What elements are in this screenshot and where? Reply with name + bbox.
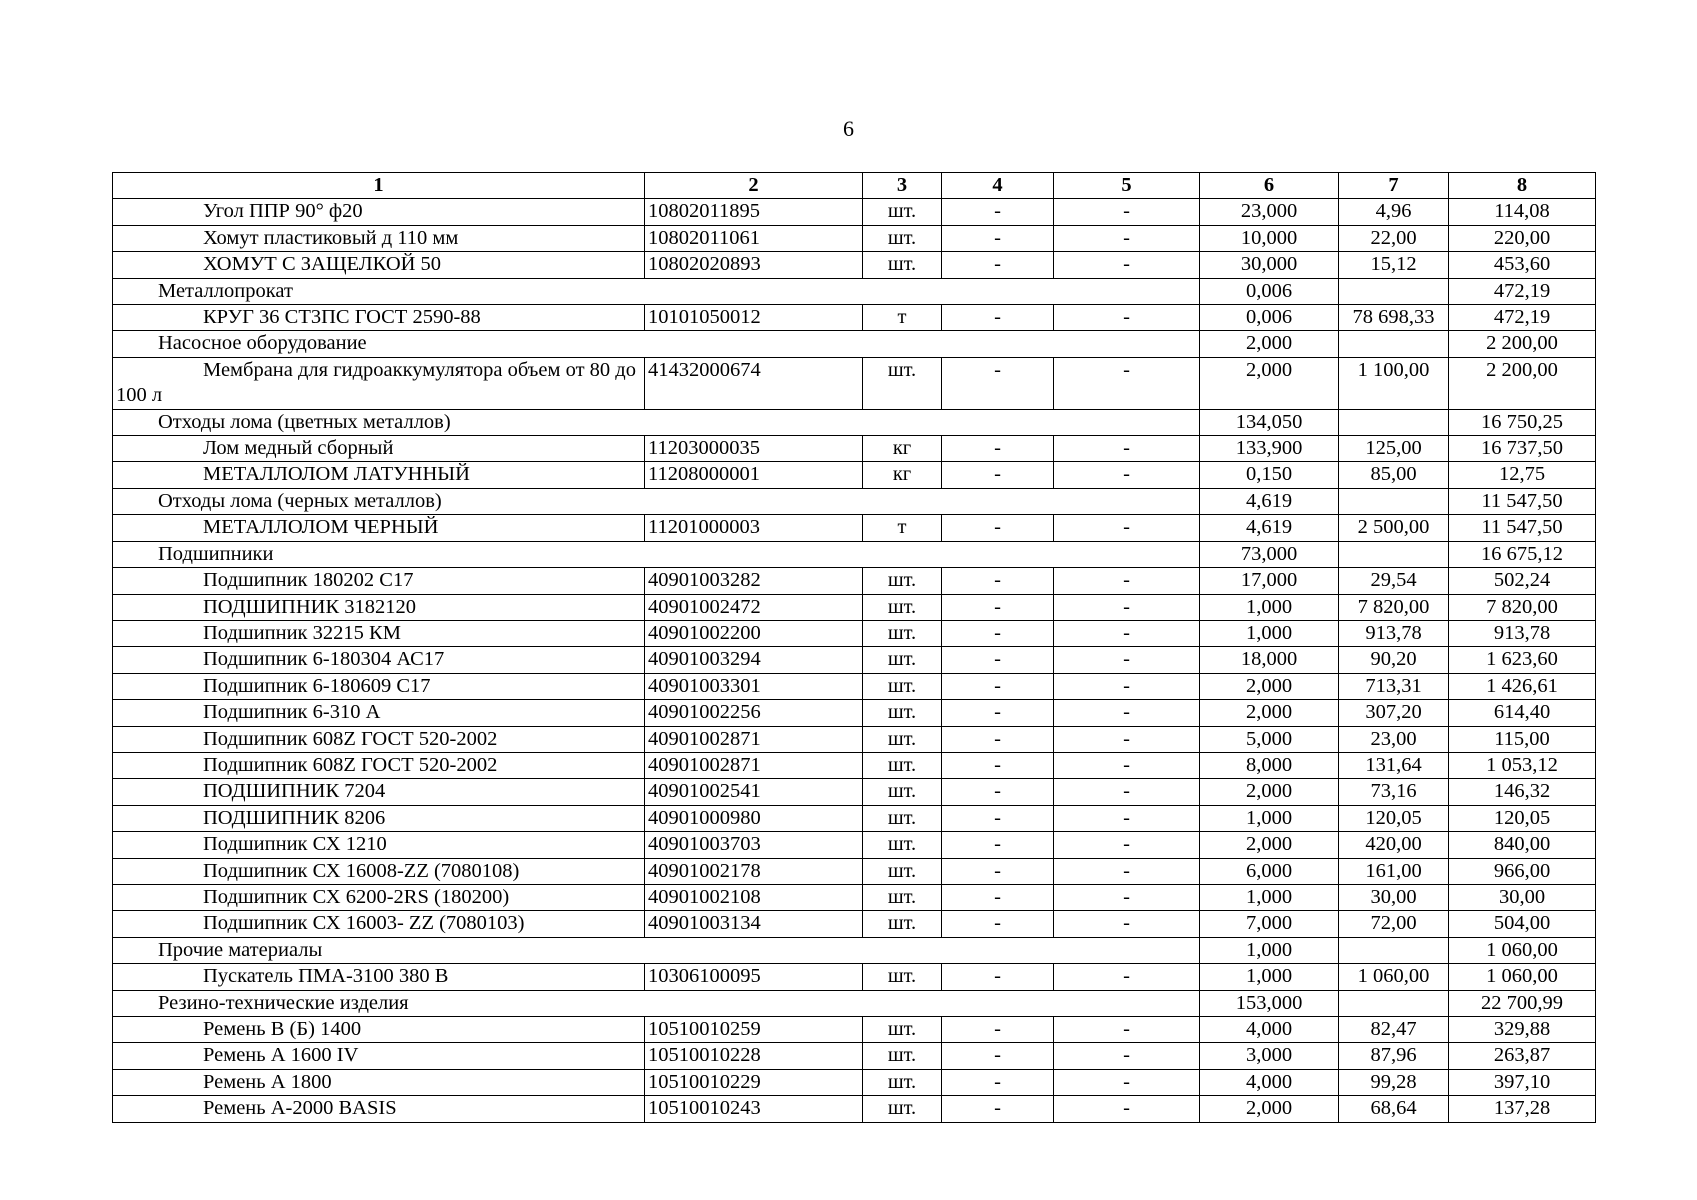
item-unit: шт. xyxy=(863,1096,942,1122)
item-name: Подшипник 608Z ГОСТ 520-2002 xyxy=(113,752,645,778)
header-row xyxy=(113,173,1596,199)
item-col5: - xyxy=(1054,700,1200,726)
item-col4: - xyxy=(942,1069,1054,1095)
item-quantity: 0,006 xyxy=(1200,305,1339,331)
group-quantity: 2,000 xyxy=(1200,331,1339,357)
item-col4: - xyxy=(942,832,1054,858)
item-quantity: 2,000 xyxy=(1200,832,1339,858)
column-header: 8 xyxy=(1449,173,1596,199)
item-sum: 966,00 xyxy=(1449,858,1596,884)
item-quantity: 2,000 xyxy=(1200,673,1339,699)
item-col4: - xyxy=(942,436,1054,462)
item-sum: 2 200,00 xyxy=(1449,357,1596,409)
item-quantity: 4,000 xyxy=(1200,1017,1339,1043)
item-quantity: 2,000 xyxy=(1200,700,1339,726)
item-quantity: 6,000 xyxy=(1200,858,1339,884)
table-row xyxy=(113,515,1596,541)
item-price: 420,00 xyxy=(1339,832,1449,858)
item-code: 40901002472 xyxy=(645,594,863,620)
item-col5: - xyxy=(1054,884,1200,910)
item-col5: - xyxy=(1054,620,1200,646)
group-quantity: 1,000 xyxy=(1200,937,1339,963)
column-header: 7 xyxy=(1339,173,1449,199)
group-sum: 2 200,00 xyxy=(1449,331,1596,357)
item-sum: 115,00 xyxy=(1449,726,1596,752)
item-col5: - xyxy=(1054,832,1200,858)
table-row xyxy=(113,568,1596,594)
item-name: Хомут пластиковый д 110 мм xyxy=(113,225,645,251)
page-number: 6 xyxy=(843,116,854,141)
item-quantity: 18,000 xyxy=(1200,647,1339,673)
item-sum: 12,75 xyxy=(1449,462,1596,488)
table-row xyxy=(113,805,1596,831)
item-code: 10510010259 xyxy=(645,1017,863,1043)
item-price: 7 820,00 xyxy=(1339,594,1449,620)
item-quantity: 2,000 xyxy=(1200,1096,1339,1122)
item-col4: - xyxy=(942,225,1054,251)
item-sum: 137,28 xyxy=(1449,1096,1596,1122)
group-name: Резино-технические изделия xyxy=(113,990,1200,1016)
table-row xyxy=(113,1096,1596,1122)
group-sum: 11 547,50 xyxy=(1449,488,1596,514)
item-name: Подшипник 6-180304 АС17 xyxy=(113,647,645,673)
item-col4: - xyxy=(942,805,1054,831)
item-code: 11201000003 xyxy=(645,515,863,541)
table-row xyxy=(113,620,1596,646)
item-name: Подшипник 32215 КМ xyxy=(113,620,645,646)
item-name: Подшипник СХ 6200-2RS (180200) xyxy=(113,884,645,910)
item-sum: 472,19 xyxy=(1449,305,1596,331)
item-col5: - xyxy=(1054,1017,1200,1043)
group-name: Отходы лома (цветных металлов) xyxy=(113,409,1200,435)
item-col5: - xyxy=(1054,726,1200,752)
item-sum: 453,60 xyxy=(1449,252,1596,278)
item-col5: - xyxy=(1054,568,1200,594)
item-sum: 146,32 xyxy=(1449,779,1596,805)
table-row xyxy=(113,1043,1596,1069)
table-row xyxy=(113,462,1596,488)
item-unit: шт. xyxy=(863,568,942,594)
group-price-empty xyxy=(1339,409,1449,435)
group-quantity: 0,006 xyxy=(1200,278,1339,304)
item-name: Подшипник 6-310 А xyxy=(113,700,645,726)
item-sum: 1 623,60 xyxy=(1449,647,1596,673)
item-name: Ремень А-2000 BASIS xyxy=(113,1096,645,1122)
item-unit: шт. xyxy=(863,884,942,910)
item-name: Подшипник СХ 16008-ZZ (7080108) xyxy=(113,858,645,884)
item-sum: 840,00 xyxy=(1449,832,1596,858)
item-col4: - xyxy=(942,1043,1054,1069)
item-price: 125,00 xyxy=(1339,436,1449,462)
item-col4: - xyxy=(942,726,1054,752)
table-row xyxy=(113,911,1596,937)
item-unit: шт. xyxy=(863,673,942,699)
item-unit: шт. xyxy=(863,752,942,778)
table-row xyxy=(113,832,1596,858)
item-name: Подшипник 6-180609 С17 xyxy=(113,673,645,699)
item-code: 40901003134 xyxy=(645,911,863,937)
group-name: Прочие материалы xyxy=(113,937,1200,963)
item-price: 713,31 xyxy=(1339,673,1449,699)
table-row xyxy=(113,252,1596,278)
item-price: 913,78 xyxy=(1339,620,1449,646)
item-code: 40901002108 xyxy=(645,884,863,910)
item-quantity: 4,000 xyxy=(1200,1069,1339,1095)
item-unit: шт. xyxy=(863,1017,942,1043)
item-sum: 504,00 xyxy=(1449,911,1596,937)
item-col5: - xyxy=(1054,252,1200,278)
group-price-empty xyxy=(1339,937,1449,963)
item-col5: - xyxy=(1054,752,1200,778)
item-quantity: 1,000 xyxy=(1200,805,1339,831)
item-quantity: 2,000 xyxy=(1200,779,1339,805)
item-code: 10306100095 xyxy=(645,964,863,990)
item-unit: шт. xyxy=(863,252,942,278)
item-col5: - xyxy=(1054,858,1200,884)
column-header: 5 xyxy=(1054,173,1200,199)
group-row xyxy=(113,331,1596,357)
item-quantity: 1,000 xyxy=(1200,884,1339,910)
item-quantity: 4,619 xyxy=(1200,515,1339,541)
item-col4: - xyxy=(942,620,1054,646)
item-quantity: 1,000 xyxy=(1200,594,1339,620)
item-unit: шт. xyxy=(863,858,942,884)
item-price: 29,54 xyxy=(1339,568,1449,594)
item-sum: 1 053,12 xyxy=(1449,752,1596,778)
table-row xyxy=(113,1069,1596,1095)
item-code: 10510010243 xyxy=(645,1096,863,1122)
item-col5: - xyxy=(1054,462,1200,488)
item-quantity: 10,000 xyxy=(1200,225,1339,251)
item-code: 10510010229 xyxy=(645,1069,863,1095)
item-col5: - xyxy=(1054,515,1200,541)
item-col4: - xyxy=(942,1017,1054,1043)
item-name: Мембрана для гидроаккумулятора объем от 80 до 100 л xyxy=(113,357,645,409)
group-quantity: 73,000 xyxy=(1200,541,1339,567)
item-sum: 30,00 xyxy=(1449,884,1596,910)
item-col5: - xyxy=(1054,594,1200,620)
item-unit: шт. xyxy=(863,726,942,752)
item-col5: - xyxy=(1054,225,1200,251)
item-unit: шт. xyxy=(863,1043,942,1069)
item-sum: 1 060,00 xyxy=(1449,964,1596,990)
group-sum: 22 700,99 xyxy=(1449,990,1596,1016)
item-sum: 11 547,50 xyxy=(1449,515,1596,541)
item-name: Ремень В (Б) 1400 xyxy=(113,1017,645,1043)
group-row xyxy=(113,937,1596,963)
item-price: 68,64 xyxy=(1339,1096,1449,1122)
item-price: 131,64 xyxy=(1339,752,1449,778)
item-code: 10802020893 xyxy=(645,252,863,278)
item-col4: - xyxy=(942,752,1054,778)
group-sum: 16 675,12 xyxy=(1449,541,1596,567)
item-col4: - xyxy=(942,357,1054,409)
item-code: 40901002256 xyxy=(645,700,863,726)
item-unit: шт. xyxy=(863,805,942,831)
item-col4: - xyxy=(942,252,1054,278)
materials-table xyxy=(112,172,1596,1123)
group-row xyxy=(113,409,1596,435)
item-quantity: 3,000 xyxy=(1200,1043,1339,1069)
item-code: 41432000674 xyxy=(645,357,863,409)
item-col5: - xyxy=(1054,357,1200,409)
item-code: 40901002178 xyxy=(645,858,863,884)
item-price: 82,47 xyxy=(1339,1017,1449,1043)
item-unit: шт. xyxy=(863,1069,942,1095)
item-sum: 263,87 xyxy=(1449,1043,1596,1069)
group-row xyxy=(113,278,1596,304)
item-quantity: 1,000 xyxy=(1200,964,1339,990)
item-code: 11203000035 xyxy=(645,436,863,462)
item-name: ХОМУТ С ЗАЩЕЛКОЙ 50 xyxy=(113,252,645,278)
item-code: 40901003703 xyxy=(645,832,863,858)
group-quantity: 153,000 xyxy=(1200,990,1339,1016)
item-name: КРУГ 36 СТ3ПС ГОСТ 2590-88 xyxy=(113,305,645,331)
item-sum: 114,08 xyxy=(1449,199,1596,225)
item-quantity: 1,000 xyxy=(1200,620,1339,646)
item-code: 40901002541 xyxy=(645,779,863,805)
group-price-empty xyxy=(1339,541,1449,567)
item-code: 10802011061 xyxy=(645,225,863,251)
item-code: 40901000980 xyxy=(645,805,863,831)
item-col4: - xyxy=(942,515,1054,541)
table-row xyxy=(113,858,1596,884)
item-price: 307,20 xyxy=(1339,700,1449,726)
item-price: 2 500,00 xyxy=(1339,515,1449,541)
item-price: 73,16 xyxy=(1339,779,1449,805)
item-sum: 1 426,61 xyxy=(1449,673,1596,699)
item-col4: - xyxy=(942,462,1054,488)
item-name: Лом медный сборный xyxy=(113,436,645,462)
item-price: 1 060,00 xyxy=(1339,964,1449,990)
item-col4: - xyxy=(942,964,1054,990)
item-code: 40901002871 xyxy=(645,726,863,752)
item-quantity: 23,000 xyxy=(1200,199,1339,225)
item-code: 40901003301 xyxy=(645,673,863,699)
item-code: 40901002871 xyxy=(645,752,863,778)
item-col4: - xyxy=(942,594,1054,620)
group-price-empty xyxy=(1339,278,1449,304)
item-col5: - xyxy=(1054,673,1200,699)
item-code: 10802011895 xyxy=(645,199,863,225)
group-sum: 1 060,00 xyxy=(1449,937,1596,963)
item-quantity: 2,000 xyxy=(1200,357,1339,409)
item-name: ПОДШИПНИК 7204 xyxy=(113,779,645,805)
item-price: 99,28 xyxy=(1339,1069,1449,1095)
item-sum: 120,05 xyxy=(1449,805,1596,831)
item-unit: т xyxy=(863,515,942,541)
item-name: Подшипник СХ 1210 xyxy=(113,832,645,858)
item-col4: - xyxy=(942,858,1054,884)
item-sum: 614,40 xyxy=(1449,700,1596,726)
item-code: 11208000001 xyxy=(645,462,863,488)
item-sum: 397,10 xyxy=(1449,1069,1596,1095)
item-quantity: 5,000 xyxy=(1200,726,1339,752)
item-sum: 7 820,00 xyxy=(1449,594,1596,620)
item-col4: - xyxy=(942,884,1054,910)
item-name: Подшипник 180202 С17 xyxy=(113,568,645,594)
item-col5: - xyxy=(1054,199,1200,225)
item-col4: - xyxy=(942,199,1054,225)
item-code: 10510010228 xyxy=(645,1043,863,1069)
group-price-empty xyxy=(1339,488,1449,514)
group-price-empty xyxy=(1339,331,1449,357)
item-name: Пускатель ПМА-3100 380 В xyxy=(113,964,645,990)
item-price: 30,00 xyxy=(1339,884,1449,910)
group-name: Отходы лома (черных металлов) xyxy=(113,488,1200,514)
group-sum: 472,19 xyxy=(1449,278,1596,304)
item-sum: 16 737,50 xyxy=(1449,436,1596,462)
group-name: Подшипники xyxy=(113,541,1200,567)
table-row xyxy=(113,673,1596,699)
item-unit: шт. xyxy=(863,700,942,726)
item-unit: шт. xyxy=(863,357,942,409)
item-col5: - xyxy=(1054,964,1200,990)
group-quantity: 4,619 xyxy=(1200,488,1339,514)
group-row xyxy=(113,990,1596,1016)
item-code: 40901003294 xyxy=(645,647,863,673)
item-col4: - xyxy=(942,700,1054,726)
table-row xyxy=(113,964,1596,990)
item-unit: шт. xyxy=(863,832,942,858)
item-name: Угол ППР 90° ф20 xyxy=(113,199,645,225)
item-unit: кг xyxy=(863,436,942,462)
item-price: 78 698,33 xyxy=(1339,305,1449,331)
item-name: ПОДШИПНИК 3182120 xyxy=(113,594,645,620)
item-unit: шт. xyxy=(863,911,942,937)
item-price: 4,96 xyxy=(1339,199,1449,225)
item-name: Ремень А 1800 xyxy=(113,1069,645,1095)
item-col4: - xyxy=(942,673,1054,699)
item-code: 40901003282 xyxy=(645,568,863,594)
item-name: Ремень А 1600 IV xyxy=(113,1043,645,1069)
item-price: 23,00 xyxy=(1339,726,1449,752)
group-quantity: 134,050 xyxy=(1200,409,1339,435)
table-row xyxy=(113,779,1596,805)
group-sum: 16 750,25 xyxy=(1449,409,1596,435)
item-name: ПОДШИПНИК 8206 xyxy=(113,805,645,831)
column-header: 6 xyxy=(1200,173,1339,199)
table-row xyxy=(113,700,1596,726)
item-sum: 502,24 xyxy=(1449,568,1596,594)
table-row xyxy=(113,436,1596,462)
item-code: 40901002200 xyxy=(645,620,863,646)
item-col4: - xyxy=(942,568,1054,594)
item-price: 72,00 xyxy=(1339,911,1449,937)
item-col5: - xyxy=(1054,305,1200,331)
item-price: 90,20 xyxy=(1339,647,1449,673)
item-col5: - xyxy=(1054,1043,1200,1069)
item-unit: кг xyxy=(863,462,942,488)
group-row xyxy=(113,488,1596,514)
item-quantity: 0,150 xyxy=(1200,462,1339,488)
column-header: 1 xyxy=(113,173,645,199)
item-price: 85,00 xyxy=(1339,462,1449,488)
group-row xyxy=(113,541,1596,567)
table-row xyxy=(113,594,1596,620)
item-quantity: 8,000 xyxy=(1200,752,1339,778)
item-col4: - xyxy=(942,911,1054,937)
item-name: Подшипник СХ 16003- ZZ (7080103) xyxy=(113,911,645,937)
item-unit: шт. xyxy=(863,779,942,805)
item-col5: - xyxy=(1054,779,1200,805)
column-header: 4 xyxy=(942,173,1054,199)
column-header: 3 xyxy=(863,173,942,199)
item-col4: - xyxy=(942,647,1054,673)
group-price-empty xyxy=(1339,990,1449,1016)
table-row xyxy=(113,726,1596,752)
table-row xyxy=(113,305,1596,331)
item-col4: - xyxy=(942,779,1054,805)
table-row xyxy=(113,884,1596,910)
item-code: 10101050012 xyxy=(645,305,863,331)
item-col5: - xyxy=(1054,647,1200,673)
item-price: 22,00 xyxy=(1339,225,1449,251)
item-name: Подшипник 608Z ГОСТ 520-2002 xyxy=(113,726,645,752)
item-price: 120,05 xyxy=(1339,805,1449,831)
table-row xyxy=(113,647,1596,673)
item-col5: - xyxy=(1054,1096,1200,1122)
item-unit: шт. xyxy=(863,225,942,251)
item-name: МЕТАЛЛОЛОМ ЛАТУННЫЙ xyxy=(113,462,645,488)
table-row xyxy=(113,1017,1596,1043)
item-unit: шт. xyxy=(863,964,942,990)
table-row xyxy=(113,752,1596,778)
item-sum: 220,00 xyxy=(1449,225,1596,251)
item-col5: - xyxy=(1054,805,1200,831)
column-header: 2 xyxy=(645,173,863,199)
item-price: 15,12 xyxy=(1339,252,1449,278)
item-quantity: 17,000 xyxy=(1200,568,1339,594)
item-sum: 329,88 xyxy=(1449,1017,1596,1043)
item-price: 1 100,00 xyxy=(1339,357,1449,409)
item-col4: - xyxy=(942,305,1054,331)
item-col5: - xyxy=(1054,1069,1200,1095)
item-unit: шт. xyxy=(863,199,942,225)
item-name: МЕТАЛЛОЛОМ ЧЕРНЫЙ xyxy=(113,515,645,541)
item-col4: - xyxy=(942,1096,1054,1122)
table-row xyxy=(113,357,1596,409)
item-unit: шт. xyxy=(863,594,942,620)
table-body xyxy=(113,199,1596,1122)
item-sum: 913,78 xyxy=(1449,620,1596,646)
table-row xyxy=(113,225,1596,251)
item-quantity: 133,900 xyxy=(1200,436,1339,462)
table-row xyxy=(113,199,1596,225)
item-unit: т xyxy=(863,305,942,331)
item-price: 161,00 xyxy=(1339,858,1449,884)
item-price: 87,96 xyxy=(1339,1043,1449,1069)
item-quantity: 30,000 xyxy=(1200,252,1339,278)
item-col5: - xyxy=(1054,911,1200,937)
item-quantity: 7,000 xyxy=(1200,911,1339,937)
item-unit: шт. xyxy=(863,647,942,673)
item-unit: шт. xyxy=(863,620,942,646)
item-col5: - xyxy=(1054,436,1200,462)
group-name: Металлопрокат xyxy=(113,278,1200,304)
group-name: Насосное оборудование xyxy=(113,331,1200,357)
